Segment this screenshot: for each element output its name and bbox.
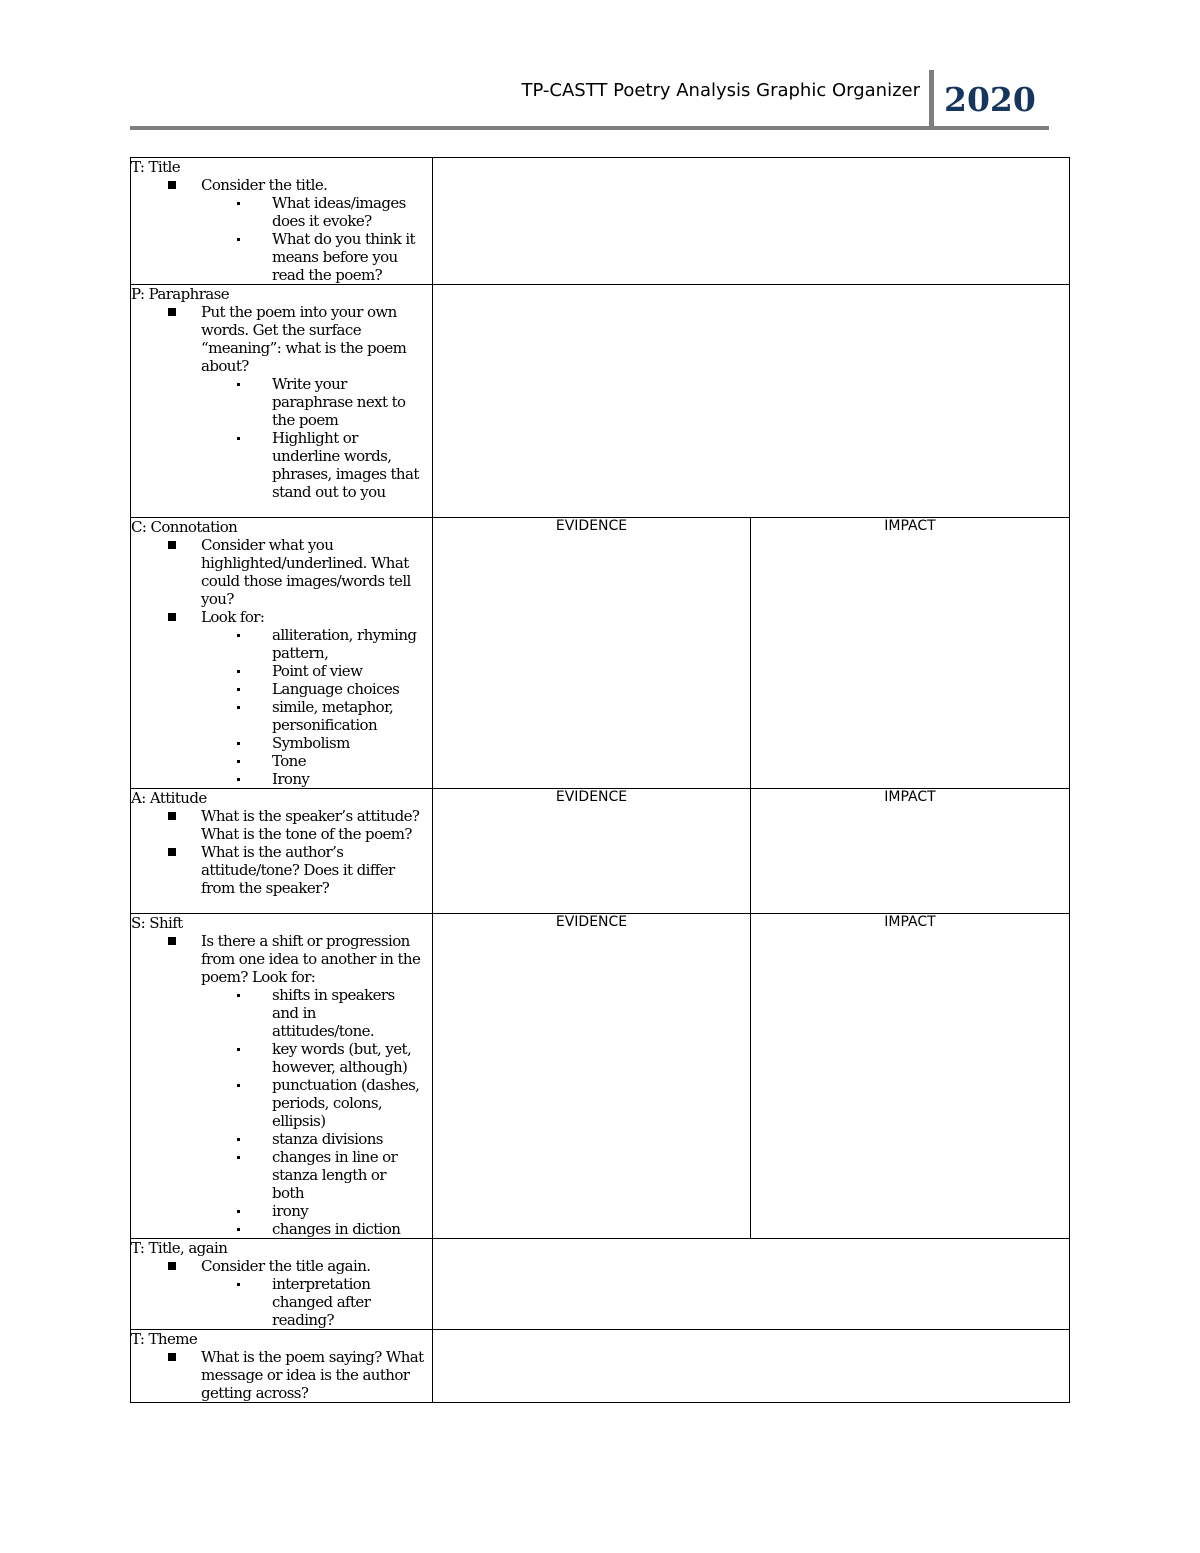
sub-bullet-item: punctuation (dashes, periods, colons, ellipsis)	[272, 1076, 422, 1130]
shift-impact-cell[interactable]	[751, 914, 1070, 1239]
sub-bullet-item: What do you think it means before you read the poem?	[272, 230, 422, 284]
header-divider	[929, 70, 934, 127]
attitude-prompt-cell	[131, 789, 433, 914]
page-header-title: TP-CASTT Poetry Analysis Graphic Organizer	[521, 80, 920, 101]
bullet-list	[131, 1257, 432, 1329]
row-title-again	[131, 1239, 1070, 1330]
connotation-impact-cell[interactable]	[751, 518, 1070, 789]
bullet-list	[131, 303, 432, 501]
bullet-list	[131, 536, 432, 788]
bullet-list	[131, 807, 432, 897]
title-prompt-cell	[131, 158, 433, 285]
organizer-table	[130, 157, 1070, 1403]
impact-header: IMPACT	[884, 914, 936, 930]
sub-bullet-item: Write your paraphrase next to the poem	[272, 375, 422, 429]
paraphrase-response-cell[interactable]	[433, 285, 1070, 518]
row-title	[131, 158, 1070, 285]
bullet-list	[131, 932, 432, 1238]
bullet-item: Look for: alliteration, rhyming pattern, Point of view Language choices simile, metaphor, personification Symbolism Tone Irony	[201, 608, 432, 788]
section-heading: T: Title	[131, 158, 180, 176]
shift-evidence-cell[interactable]	[433, 914, 751, 1239]
impact-header: IMPACT	[884, 789, 936, 805]
sub-bullet-item: Irony	[272, 770, 422, 788]
theme-response-cell[interactable]	[433, 1330, 1070, 1403]
bullet-item: Consider the title again. interpretation changed after reading?	[201, 1257, 432, 1329]
sub-bullet-item: stanza divisions	[272, 1130, 422, 1148]
sub-bullet-item: changes in diction	[272, 1220, 422, 1238]
bullet-item: Is there a shift or progression from one idea to another in the poem? Look for: shifts in speakers and in attitudes/tone. key words (but, yet, however, although) punctuation (dashes, periods, colons, ellipsis) stanza divisions changes in line or stanza length or both irony changes in diction	[201, 932, 432, 1238]
sub-bullet-item: irony	[272, 1202, 422, 1220]
row-shift	[131, 914, 1070, 1239]
bullet-item: What is the poem saying? What message or idea is the author getting across?	[201, 1348, 432, 1402]
section-heading: T: Theme	[131, 1330, 198, 1348]
sub-bullet-list	[201, 194, 432, 284]
bullet-item: Consider the title. What ideas/images does it evoke? What do you think it means before you read the poem?	[201, 176, 432, 284]
sub-bullet-item: Point of view	[272, 662, 422, 680]
header-year: 2020	[944, 80, 1036, 119]
bullet-item: What is the author’s attitude/tone? Does it differ from the speaker?	[201, 843, 432, 897]
section-heading: C: Connotation	[131, 518, 238, 536]
section-heading: A: Attitude	[131, 789, 207, 807]
sub-bullet-item: changes in line or stanza length or both	[272, 1148, 422, 1202]
sub-bullet-item: Symbolism	[272, 734, 422, 752]
section-heading: P: Paraphrase	[131, 285, 230, 303]
header-rule	[130, 126, 1049, 130]
title-response-cell[interactable]	[433, 158, 1070, 285]
attitude-impact-cell[interactable]	[751, 789, 1070, 914]
sub-bullet-item: Tone	[272, 752, 422, 770]
bullet-item: What is the speaker’s attitude? What is the tone of the poem?	[201, 807, 432, 843]
sub-bullet-list	[201, 626, 432, 788]
title-again-prompt-cell	[131, 1239, 433, 1330]
sub-bullet-item: What ideas/images does it evoke?	[272, 194, 422, 230]
row-connotation	[131, 518, 1070, 789]
theme-prompt-cell	[131, 1330, 433, 1403]
bullet-item: Consider what you highlighted/underlined. What could those images/words tell you?	[201, 536, 432, 608]
sub-bullet-item: Highlight or underline words, phrases, images that stand out to you	[272, 429, 422, 501]
section-heading: S: Shift	[131, 914, 183, 932]
row-paraphrase	[131, 285, 1070, 518]
sub-bullet-item: alliteration, rhyming pattern,	[272, 626, 422, 662]
section-heading: T: Title, again	[131, 1239, 228, 1257]
shift-prompt-cell	[131, 914, 433, 1239]
evidence-header: EVIDENCE	[555, 789, 628, 805]
sub-bullet-item: interpretation changed after reading?	[272, 1275, 422, 1329]
attitude-evidence-cell[interactable]	[433, 789, 751, 914]
sub-bullet-item: key words (but, yet, however, although)	[272, 1040, 422, 1076]
impact-header: IMPACT	[884, 518, 936, 534]
bullet-list	[131, 176, 432, 284]
row-attitude	[131, 789, 1070, 914]
sub-bullet-list	[201, 1275, 432, 1329]
row-theme	[131, 1330, 1070, 1403]
sub-bullet-list	[201, 986, 432, 1238]
title-again-response-cell[interactable]	[433, 1239, 1070, 1330]
connotation-evidence-cell[interactable]	[433, 518, 751, 789]
evidence-header: EVIDENCE	[555, 518, 628, 534]
sub-bullet-item: Language choices	[272, 680, 422, 698]
sub-bullet-item: simile, metaphor, personification	[272, 698, 422, 734]
connotation-prompt-cell	[131, 518, 433, 789]
evidence-header: EVIDENCE	[555, 914, 628, 930]
sub-bullet-list	[201, 375, 432, 501]
sub-bullet-item: shifts in speakers and in attitudes/tone.	[272, 986, 422, 1040]
paraphrase-prompt-cell	[131, 285, 433, 518]
bullet-item: Put the poem into your own words. Get the surface “meaning”: what is the poem about? Write your paraphrase next to the poem Highlight or underline words, phrases, images that stand out to you	[201, 303, 432, 501]
bullet-list	[131, 1348, 432, 1402]
